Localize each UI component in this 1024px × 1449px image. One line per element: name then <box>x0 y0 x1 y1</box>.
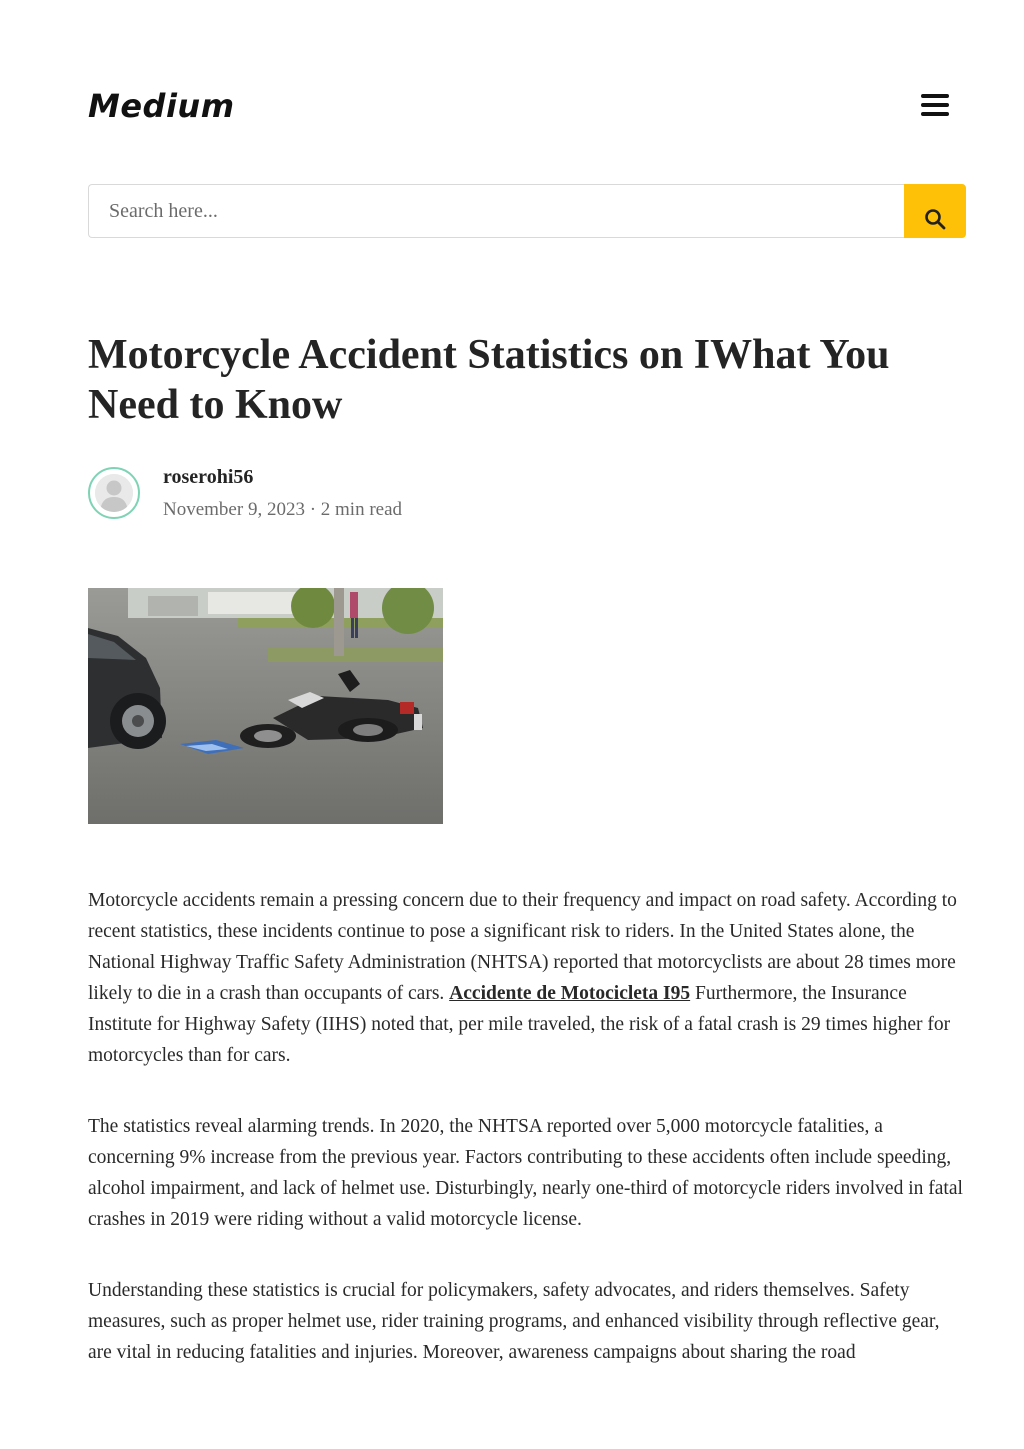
accidente-motocicleta-link[interactable]: Accidente de Motocicleta I95 <box>449 983 691 1004</box>
motorcycle-accident-photo <box>88 588 443 824</box>
meta-separator: · <box>309 499 317 520</box>
default-avatar-icon <box>95 474 133 512</box>
search-icon <box>923 207 947 231</box>
author-block <box>88 465 688 525</box>
article-body <box>88 885 966 1408</box>
search-button[interactable] <box>904 184 966 238</box>
article-paragraph: Motorcycle accidents remain a pressing concern due to their frequency and impact on road safety. According to recent statistics, these incidents continue to pose a significant risk to riders. In the United States alone, the National Highway Traffic Safety Administration (NHTSA) reported that motorcyclists are about 28 times more likely to die in a crash than occupants of cars. Accidente de Motocicleta I95 Furthermore, the Insurance Institute for Highway Safety (IIHS) noted that, per mile traveled, the risk of a fatal crash is 29 times higher for motorcycles than for cars. <box>88 890 957 1066</box>
menu-bar <box>921 103 949 107</box>
read-time: 2 min read <box>320 499 403 520</box>
hamburger-menu-icon[interactable] <box>919 91 951 121</box>
menu-bar <box>921 112 949 116</box>
publish-date: November 9, 2023 <box>163 499 305 520</box>
search-input[interactable] <box>88 184 904 238</box>
article-paragraph: The statistics reveal alarming trends. In 2020, the NHTSA reported over 5,000 motorcycle fatalities, a concerning 9% increase from the previous year. Factors contributing to these accidents often include speeding, alcohol impairment, and lack of helmet use. Disturbingly, nearly one-third of motorcycle riders involved in fatal crashes in 2019 were riding without a valid motorcycle license. <box>88 1116 963 1230</box>
avatar[interactable] <box>88 467 140 519</box>
author-name[interactable]: roserohi56 <box>163 466 254 488</box>
medium-logo[interactable]: Medium <box>88 87 235 125</box>
site-header <box>88 86 966 126</box>
menu-bar <box>921 94 949 98</box>
search-bar <box>88 184 966 238</box>
article-paragraph: Understanding these statistics is crucial for policymakers, safety advocates, and riders themselves. Safety measures, such as proper helmet use, rider training programs, and enhanced visibility through reflective gear, are vital in reducing fatalities and injuries. Moreover, awareness campaigns about sharing the road <box>88 1280 940 1363</box>
article-meta <box>163 499 402 521</box>
article-title: Motorcycle Accident Statistics on IWhat You Need to Know <box>88 332 890 428</box>
